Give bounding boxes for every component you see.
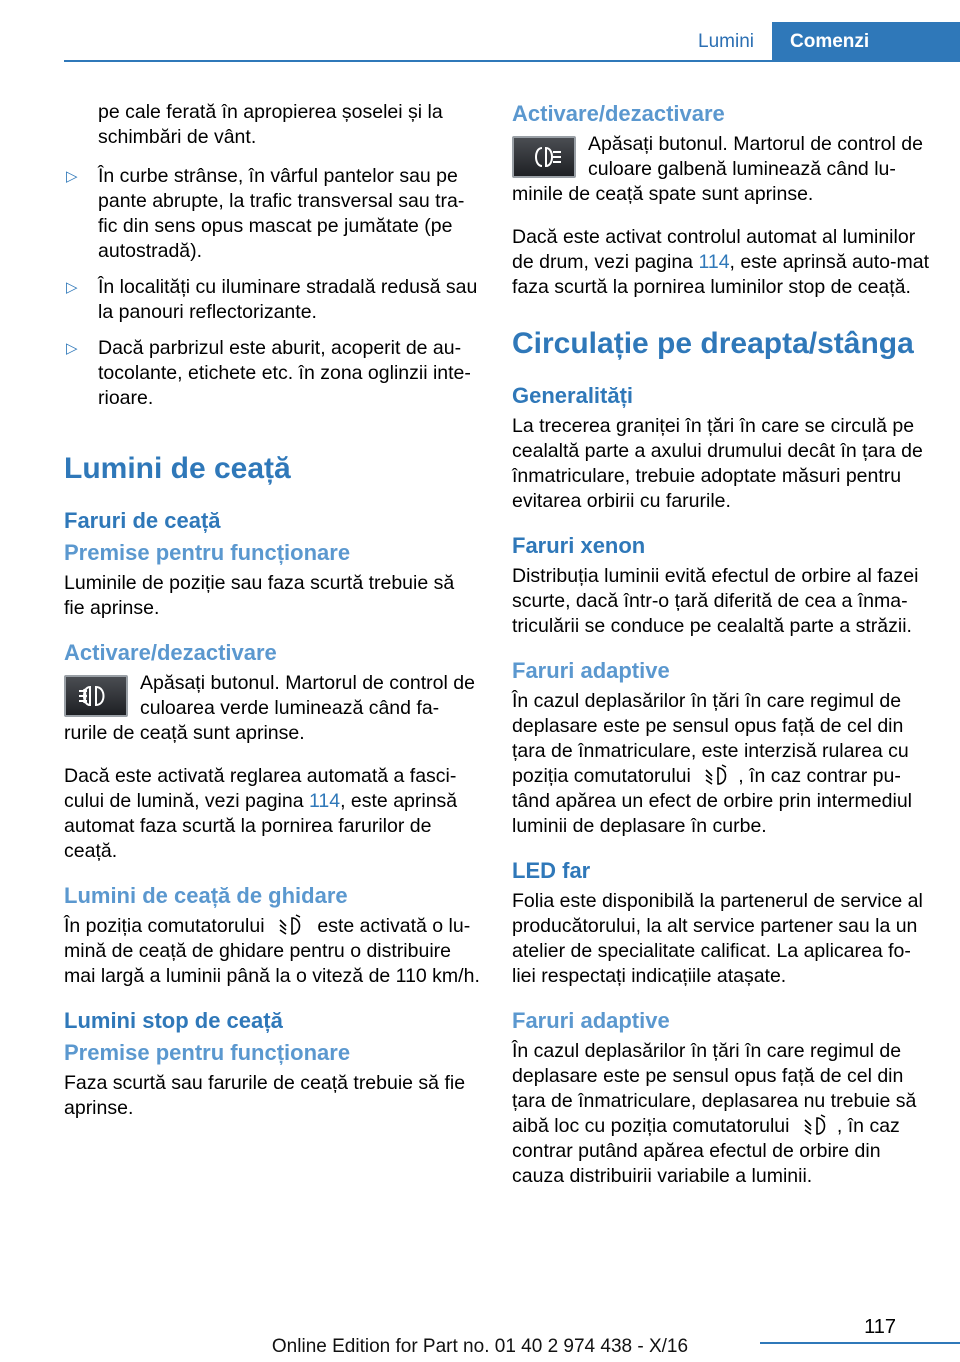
bullet-continuation: pe cale ferată în apropierea șoselei și la schimbări de vânt.: [98, 101, 443, 148]
auto-road-text-post: , este aprinsă auto‐mat faza scurtă la pornirea luminilor stop de ceață.: [512, 251, 929, 298]
heading-led: LED far: [512, 858, 591, 883]
paragraph-xenon: Distribuția luminii evită efectul de orbire al fazei scurte, dacă într-o țară diferită de cea a înma‐triculării se conduce pe cealaltă parte a străzii.: [512, 565, 919, 637]
bullet-list: [64, 164, 480, 411]
footer-edition: Online Edition for Part no. 01 40 2 974 438 - X/16: [271, 1336, 689, 1357]
paragraph-auto-road: [512, 225, 930, 300]
list-item-text: În curbe strânse, în vârful pantelor sau pe pante abrupte, la trafic transversal sau tra‐fic din sens opus mascat pe jumătate (pe autostradă).: [98, 165, 465, 262]
heading-guide-fog: Lumini de ceață de ghidare: [64, 883, 348, 908]
paragraph-prerequisites: Luminile de poziție sau faza scurtă trebuie să fie aprinse.: [64, 572, 455, 619]
adaptive-text-post: , în caz contrar pu‐tând apărea un efect de orbire prin intermediul luminii de deplasare în curbe.: [512, 765, 912, 837]
left-column: [64, 100, 480, 1139]
heading-rear-fog: Lumini stop de ceață: [64, 1008, 283, 1033]
heading-xenon: Faruri xenon: [512, 533, 646, 558]
paragraph-adaptive: [512, 689, 930, 839]
adaptive2-text-post: , în caz contrar putând apărea efectul de orbire din cauza distribuirii variabile a luminii.: [512, 1115, 900, 1187]
adaptive2-text-pre: În cazul deplasărilor în țări în care regimul de deplasare este pe sensul opus față de cel din țara de înmatriculare, deplasarea nu trebuie să aibă loc cu poziția comutatorului: [512, 1040, 917, 1137]
paragraph-auto-beam: [64, 764, 480, 864]
page-number: 117: [864, 1316, 896, 1338]
heading-general: Generalități: [512, 383, 634, 408]
paragraph-guide-fog: [64, 914, 480, 989]
heading-adaptive-2: Faruri adaptive: [512, 1008, 670, 1033]
triangle-bullet-icon: ▷: [66, 340, 78, 357]
heading-prerequisites-rear: Premise pentru funcționare: [64, 1040, 351, 1065]
guide-text-pre: În poziția comutatorului: [64, 915, 265, 937]
front-fog-button-icon: [64, 675, 128, 717]
paragraph-adaptive-2: [512, 1039, 930, 1189]
paragraph-led: Folia este disponibilă la partenerul de service al producătorului, la alt service partener sau la un atelier de specialitate calificat. La aplicarea fo‐liei respectați indicațiile atașate.: [512, 890, 923, 987]
paragraph-prerequisites-rear: Faza scurtă sau farurile de ceață trebuie să fie aprinse.: [64, 1072, 466, 1119]
list-item: [64, 164, 480, 264]
light-switch-symbol-icon: [704, 764, 730, 788]
triangle-bullet-icon: ▷: [66, 168, 78, 185]
right-column: [512, 100, 930, 1207]
activation-rear-text: Apăsați butonul. Martorul de control de culoare galbenă luminează când lu‐minile de ceață spate sunt aprinse.: [512, 133, 923, 205]
paragraph-activation: [64, 671, 480, 746]
auto-road-text-pre: Dacă este activat controlul automat al luminilor de drum, vezi pagina: [512, 226, 916, 273]
heading-adaptive: Faruri adaptive: [512, 658, 670, 683]
auto-beam-text-post: , este aprinsă automat faza scurtă la pornirea farurilor de ceață.: [64, 790, 458, 862]
heading-front-fog: Faruri de ceață: [64, 508, 221, 533]
auto-beam-text-pre: Dacă este activată reglarea automată a fasci‐cului de lumină, vezi pagina: [64, 765, 457, 812]
triangle-bullet-icon: ▷: [66, 279, 78, 296]
page-link-114[interactable]: 114: [308, 790, 341, 812]
light-switch-symbol-icon: [803, 1114, 829, 1138]
activation-text: Apăsați butonul. Martorul de control de culoarea verde luminează când fa‐rurile de ceață sunt aprinse.: [64, 672, 475, 744]
heading-activation-rear: Activare/dezactivare: [512, 101, 725, 126]
page-link-114[interactable]: 114: [698, 251, 730, 273]
header-rule: [64, 60, 960, 62]
light-switch-symbol-icon: [278, 914, 304, 938]
rear-fog-button-icon: [512, 136, 576, 178]
list-item: [64, 275, 480, 325]
tab-lumini[interactable]: Lumini: [680, 22, 772, 60]
guide-text-post: este activată o lu‐mină de ceață de ghidare pentru o distribuire mai largă a luminii până la o viteză de 110 km/h.: [64, 915, 480, 987]
heading-activation: Activare/dezactivare: [64, 640, 277, 665]
adaptive-text-pre: În cazul deplasărilor în țări în care regimul de deplasare este pe sensul opus față de cel din țara de înmatriculare, este interzisă rularea cu poziția comutatorului: [512, 690, 909, 787]
heading-traffic-side: Circulație pe dreapta/stânga: [512, 327, 914, 360]
header-tabs: [680, 22, 960, 60]
tab-comenzi[interactable]: Comenzi: [772, 22, 960, 60]
list-item-text: Dacă parbrizul este aburit, acoperit de au‐tocolante, etichete etc. în zona oglinzii inte‐rioare.: [98, 337, 471, 409]
paragraph-general: La trecerea graniței în țări în care se circulă pe cealaltă parte a axului drumului decât în țara de înmatriculare, trebuie adoptate măsuri pentru evitarea orbirii cu farurile.: [512, 415, 923, 512]
heading-fog-lights: Lumini de ceață: [64, 452, 291, 485]
list-item: [64, 336, 480, 411]
paragraph-activation-rear: [512, 132, 930, 207]
heading-prerequisites: Premise pentru funcționare: [64, 540, 351, 565]
list-item-text: În localități cu iluminare stradală redusă sau la panouri reflectorizante.: [98, 276, 478, 323]
